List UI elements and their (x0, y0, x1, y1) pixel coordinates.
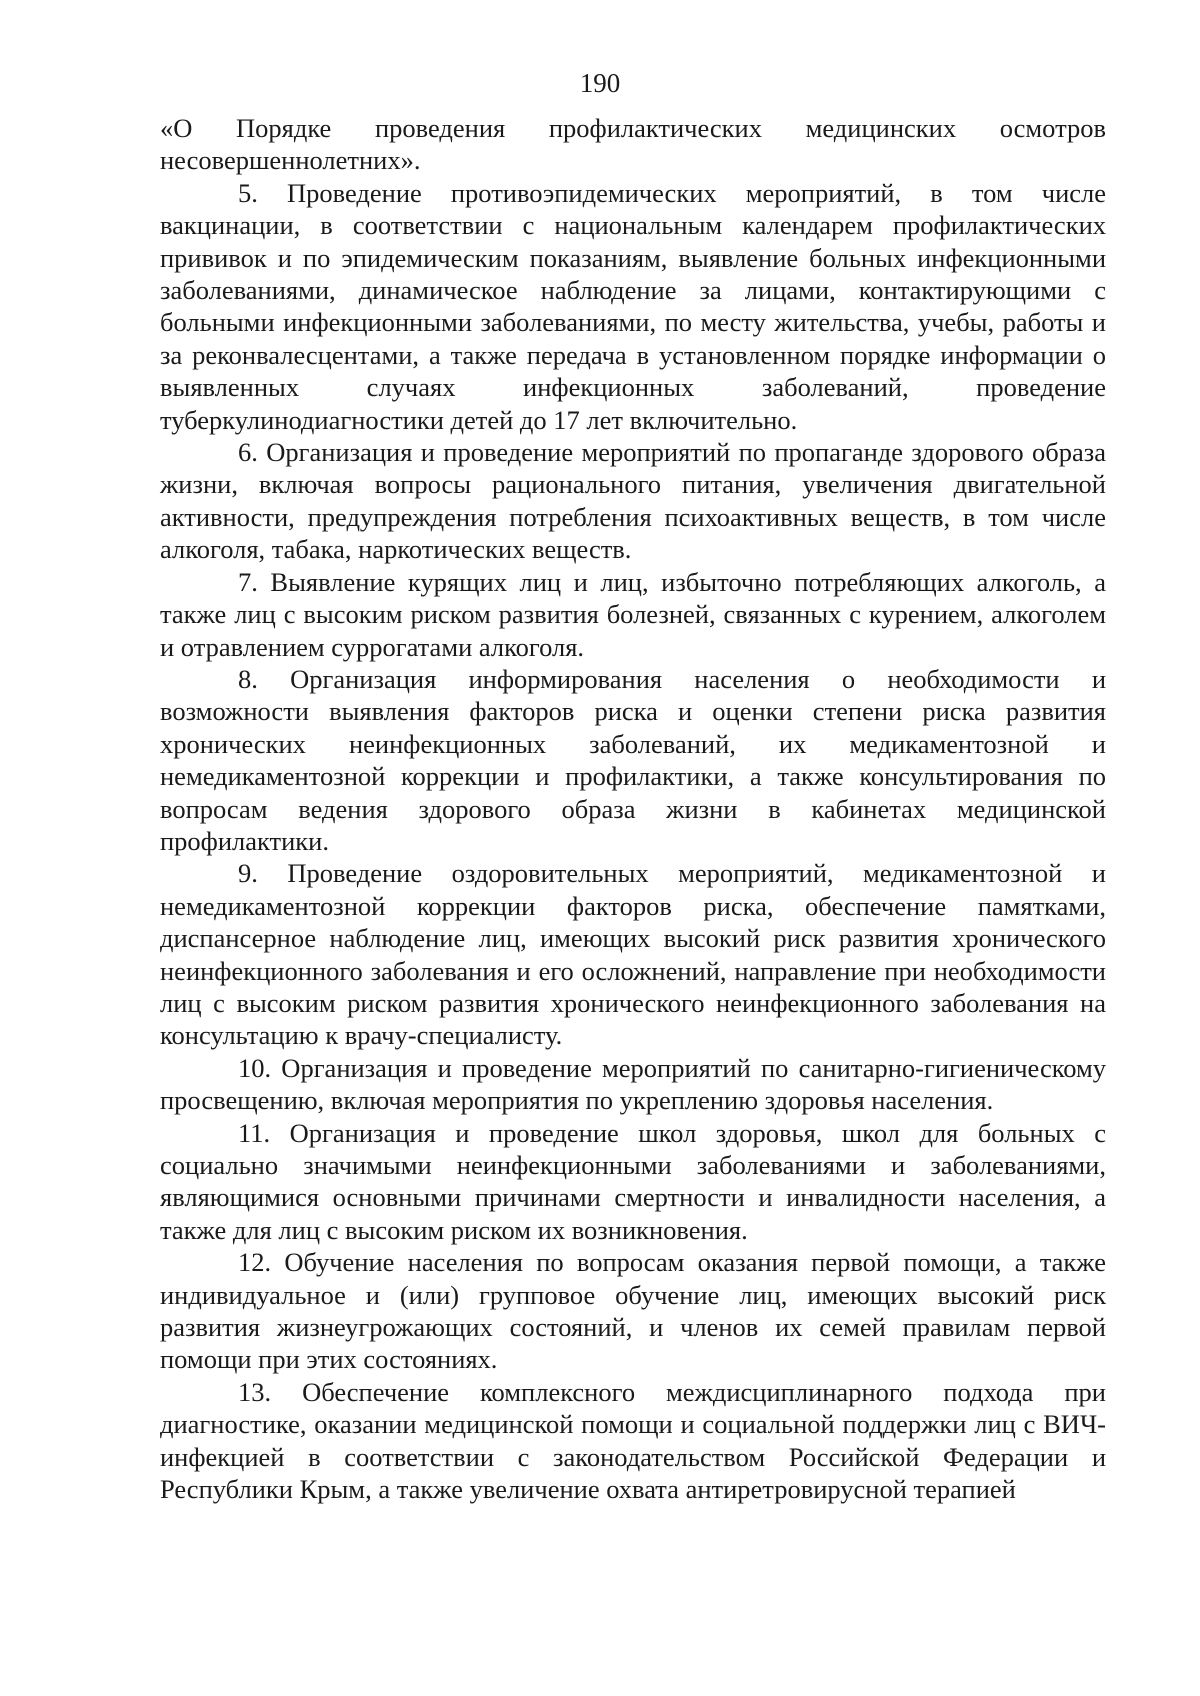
paragraph: 7. Выявление курящих лиц и лиц, избыточно потребляющих алкоголь, а также лиц с высоким риском развития болезней, связанных с курением, алкоголем и отравлением суррогатами алкоголя. (160, 566, 1106, 662)
paragraph: 5. Проведение противоэпидемических мероприятий, в том числе вакцинации, в соответствии с национальным календарем профилактических прививок и по эпидемическим показаниям, выявление больных инфекционными заболеваниями, динамическое наблюдение за лицами, контактирующими с больными инфекционными заболеваниями, по месту жительства, учебы, работы и за реконвалесцентами, а также передача в установленном порядке информации о выявленных случаях инфекционных заболеваний, проведение туберкулинодиагностики детей до 17 лет включительно. (160, 177, 1106, 435)
paragraph: «О Порядке проведения профилактических медицинских осмотров несовершеннолетних». (160, 113, 1106, 176)
paragraph: 9. Проведение оздоровительных мероприятий, медикаментозной и немедикаментозной коррекции факторов риска, обеспечение памятками, диспансерное наблюдение лиц, имеющих высокий риск развития хронического неинфекционного заболевания и его осложнений, направление при необходимости лиц с высоким риском развития хронического неинфекционного заболевания на консультацию к врачу-специалисту. (160, 858, 1106, 1051)
paragraph: 6. Организация и проведение мероприятий по пропаганде здорового образа жизни, включая вопросы рационального питания, увеличения двигательной активности, предупреждения потребления психоактивных веществ, в том числе алкоголя, табака, наркотических веществ. (160, 437, 1106, 565)
paragraph: 13. Обеспечение комплексного междисциплинарного подхода при диагностике, оказании медицинской помощи и социальной поддержки лиц с ВИЧ-инфекцией в соответствии с законодательством Российской Федерации и Республики Крым, а также увеличение охвата антиретровирусной терапией (160, 1376, 1106, 1505)
paragraph: 12. Обучение населения по вопросам оказания первой помощи, а также индивидуальное и (или) групповое обучение лиц, имеющих высокий риск развития жизнеугрожающих состояний, и членов их семей правилам первой помощи при этих состояниях. (160, 1247, 1106, 1375)
document-body (160, 112, 1106, 1505)
paragraph: 8. Организация информирования населения о необходимости и возможности выявления факторов риска и оценки степени риска развития хронических неинфекционных заболеваний, их медикаментозной и немедикаментозной коррекции и профилактики, а также консультирования по вопросам ведения здорового образа жизни в кабинетах медицинской профилактики. (160, 663, 1106, 856)
paragraph: 10. Организация и проведение мероприятий по санитарно-гигиеническому просвещению, включая мероприятия по укреплению здоровья населения. (160, 1052, 1106, 1116)
page-number: 190 (579, 68, 621, 98)
paragraph: 11. Организация и проведение школ здоровья, школ для больных с социально значимыми неинфекционными заболеваниями и заболеваниями, являющимися основными причинами смертности и инвалидности населения, а также для лиц с высоким риском их возникновения. (160, 1117, 1106, 1245)
